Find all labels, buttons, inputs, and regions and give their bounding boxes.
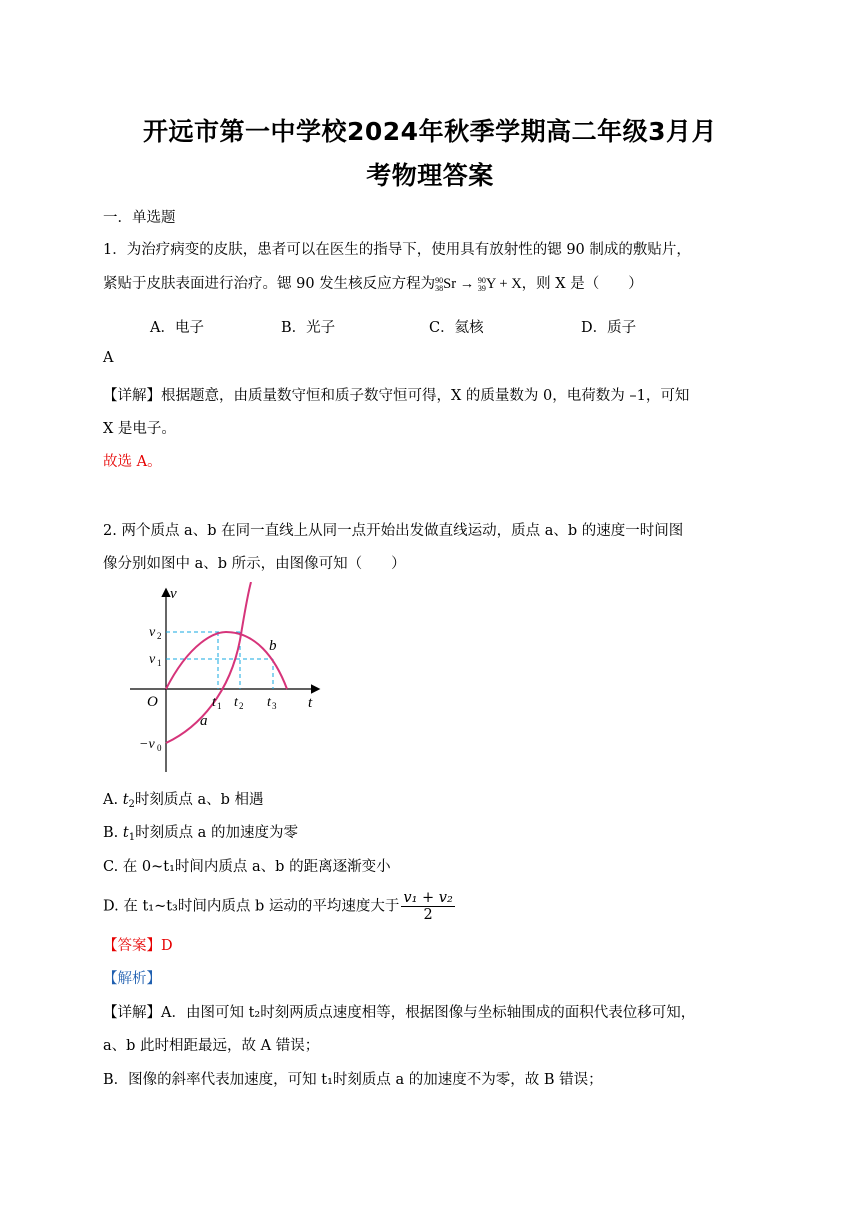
q1-option-a: A．电子 [150,320,204,336]
q1-explain-line1: 【详解】根据题意，由质量数守恒和质子数守恒可得，X 的质量数为 0，电荷数为 –1，可知 [103,388,690,404]
neg-v0-label: −v [139,737,155,752]
guide-lines [166,632,273,689]
v-axis-label: v [170,586,177,602]
q1-answer: A [103,350,114,366]
t1-sub: 1 [217,701,222,711]
v2-sub: 2 [157,631,162,641]
sr-mass: 90 [435,275,444,285]
t2-label: t [234,695,238,710]
q2-explain-a-line1: 【详解】A．由图可知 t₂时刻两质点速度相等，根据图像与坐标轴围成的面积代表位移可知， [103,1005,696,1021]
q2-analysis-label: 【解析】 [103,971,161,987]
nuclear-equation [435,276,522,292]
v1-sub: 1 [157,658,162,668]
t3-sub: 3 [272,701,277,711]
q2-option-d-range: t₁~t₃ [142,898,178,915]
q2-option-b-text: 时刻质点 a 的加速度为零 [135,825,298,841]
sr-symbol: Sr [443,276,457,292]
average-velocity-fraction [401,890,454,923]
q2-option-d-prefix: D. 在 [103,898,143,915]
t-axis-label: t [308,695,313,711]
neg-v0-sub: 0 [157,743,162,753]
q2-option-b-sub: 1 [128,832,136,843]
curve-b-label: b [269,638,277,654]
q2-option-a-t: t [122,792,129,808]
origin-label: O [147,694,158,710]
vt-graph [130,582,345,772]
y-z: 39 [477,283,486,293]
q2-option-b-t: t [122,825,129,841]
plus-x: + X [499,276,522,292]
fraction-numerator: v₁ + v₂ [403,890,453,906]
y-mass: 90 [477,275,486,285]
q2-option-d [103,890,455,923]
t1-label: t [212,695,216,710]
curve-a-label: a [200,713,208,729]
q1-stem-text: 紧贴于皮肤表面进行治疗。锶 90 发生核反应方程为 [103,276,436,292]
q1-stem-line1: 1．为治疗病变的皮肤，患者可以在医生的指导下，使用具有放射性的锶 90 制成的敷贴片， [103,242,691,258]
q1-option-c: C．氦核 [429,320,484,336]
fraction-denominator: 2 [423,907,433,923]
page-title: 开远市第一中学校2024年秋季学期高二年级3月月 [143,117,717,146]
section-heading: 一．单选题 [103,210,176,226]
q1-stem-line2 [103,272,643,293]
sr-z: 38 [435,283,444,293]
q1-conclusion: 故选 A。 [103,454,162,470]
q2-answer: 【答案】D [103,938,173,954]
page-title-line2: 考物理答案 [366,161,494,190]
q1-stem-tail: ，则 X 是（ ） [521,276,643,292]
q2-option-d-text: 时间内质点 b 运动的平均速度大于 [177,898,400,915]
q2-stem-line1: 2. 两个质点 a、b 在同一直线上从同一点开始出发做直线运动，质点 a、b 的速度一时间图 [103,523,684,539]
curve-a [166,582,251,743]
q2-stem-line2: 像分别如图中 a、b 所示，由图像可知（ ） [103,556,406,572]
q2-option-a [103,788,264,810]
q2-option-a-prefix: A. [103,792,123,808]
y-symbol: Y [485,276,496,292]
arrow-icon: → [459,276,475,292]
q2-option-b-prefix: B. [103,825,123,841]
q2-explain-b: B．图像的斜率代表加速度，可知 t₁时刻质点 a 的加速度不为零，故 B 错误； [103,1072,603,1088]
t3-label: t [267,695,271,710]
q1-option-b: B．光子 [281,320,336,336]
q2-option-a-sub: 2 [128,799,135,810]
q2-option-c: C. 在 0~t₁时间内质点 a、b 的距离逐渐变小 [103,859,391,875]
q2-option-a-text: 时刻质点 a、b 相遇 [134,792,264,808]
q2-option-b [103,821,298,843]
q1-explain-line2: X 是电子。 [103,421,176,437]
v1-label: v [149,652,156,667]
q1-option-d: D．质子 [581,320,637,336]
v2-label: v [149,625,156,640]
t2-sub: 2 [239,701,244,711]
q2-explain-a-line2: a、b 此时相距最远，故 A 错误； [103,1038,320,1054]
